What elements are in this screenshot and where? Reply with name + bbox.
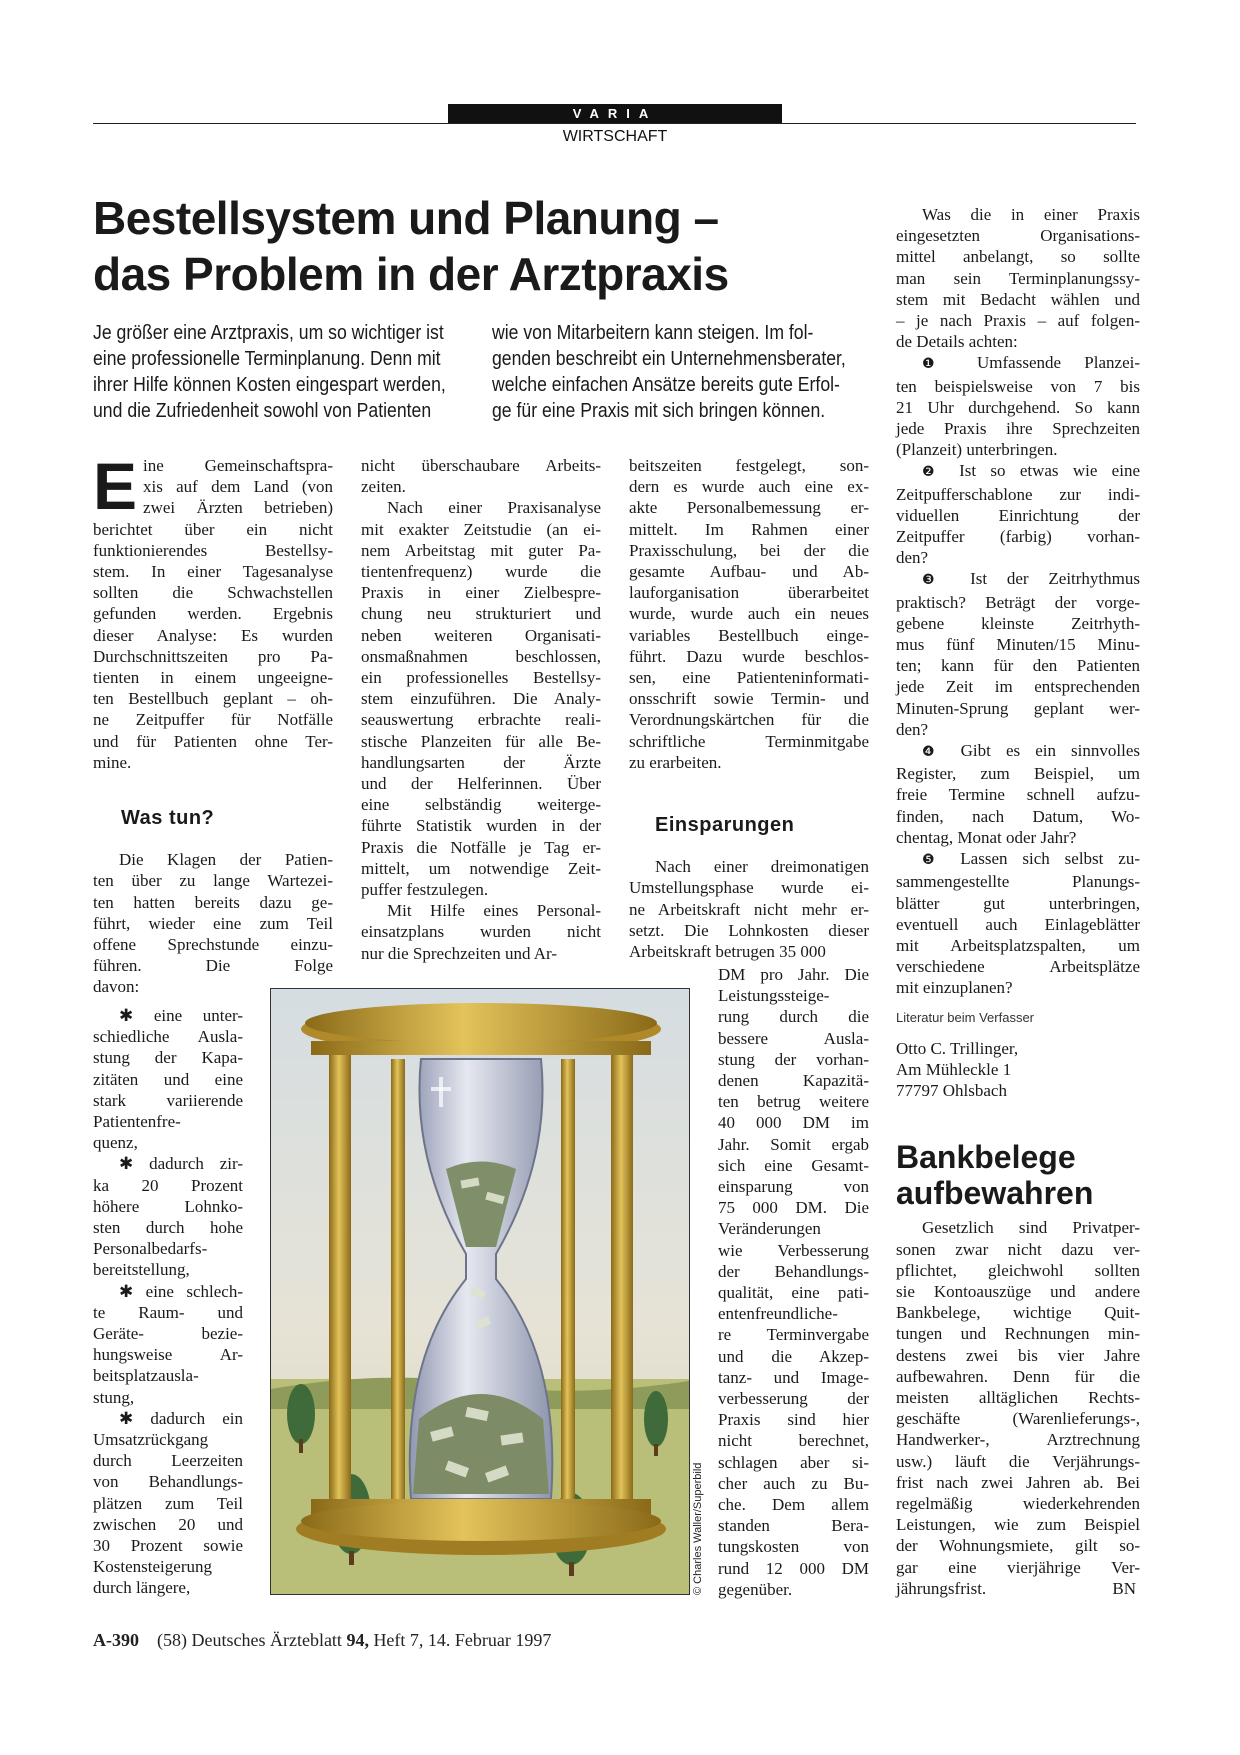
text-line: höhere Lohnko- [93,1196,243,1216]
text-line: che. Dem allem [718,1495,869,1515]
footer-journal: (58) Deutsches Ärzteblatt [157,1630,342,1650]
checklist-item-1 [896,352,1140,460]
text-line: offene Sprechstunde einzu- [93,935,333,955]
para-col3-2 [629,856,869,962]
bullet-1 [93,1005,243,1153]
column-1-lower [93,808,333,998]
text-line: von Behandlungs- [93,1472,243,1492]
text-line: ✱ eine schlech- [119,1281,244,1301]
text-line: chentag, Monat oder Jahr? [896,827,1077,847]
text-line: praktisch? Beträgt der vorge- [896,592,1140,612]
text-line: rund 12 000 DM [718,1558,869,1578]
text-line: ten über zu lange Wartezei- [93,871,333,891]
text-line: stark variierende [93,1090,243,1110]
text-line: den? [896,548,929,568]
text-line: mit Arbeitsplatzspalten, um [896,935,1140,955]
text-line: stem. In einer Tagesanalyse [93,562,333,582]
text-line: verbesserung der [718,1389,869,1409]
text-line: Mit Hilfe eines Personal- [387,901,601,921]
text-line: durch Leerzeiten [93,1451,243,1471]
text-line: Gesetzlich sind Privatper- [922,1218,1140,1238]
text-line: tungskosten von [718,1537,869,1557]
text-line: Patientenfre- [93,1112,181,1132]
text-line: Arbeitskraft betrugen 35 000 [629,942,826,962]
text-line: 40 000 DM im [718,1113,869,1133]
text-line: mit einzuplanen? [896,978,1013,998]
text-line: ein professionelles Bestellsy- [361,668,601,688]
text-line: setzt. Die Lohnkosten dieser [629,920,869,940]
text-line: qualität, eine pati- [718,1283,869,1303]
text-line: schlagen aber si- [718,1452,869,1472]
text-line: einsatzplans wurden nicht [361,922,601,942]
text-line: viduellen Einrichtung der [896,505,1140,525]
text-line: onsmaßnahmen beschlossen, [361,646,601,666]
text-line: Die Klagen der Patien- [119,850,333,870]
text-line: standen Bera- [718,1516,869,1536]
para-col4-intro [896,204,1140,352]
text-line: einsparung von [718,1177,869,1197]
headline-line-2: das Problem in der Arztpraxis [93,248,729,300]
text-line: Am Mühleckle 1 [896,1059,1012,1079]
text-line: führte Statistik wurden in der [361,816,601,836]
headline [93,190,853,302]
text-line: lauforganisation überarbeitet [629,583,869,603]
text-line: usw.) läuft die Verjährungs- [896,1451,1140,1471]
image-credit: © Charles Waller/Superbild [692,1462,704,1595]
text-line: hungsweise Ar- [93,1345,243,1365]
column-2 [361,455,601,964]
side-signature: BN [1112,1578,1136,1598]
bullet-list [93,1005,243,1599]
header-rule [93,123,1136,124]
text-line: meisten alltäglichen Rechts- [896,1387,1140,1407]
text-line: sten durch hohe [93,1218,243,1238]
bullet-4 [93,1408,243,1599]
text-line: wie Verbesserung [718,1240,869,1260]
text-line: mittelt. Im Rahmen einer [629,519,869,539]
text-line: man sein Terminplanungssy- [896,268,1140,288]
checklist [896,352,1140,998]
text-line: Durchschnittszeiten pro Pa- [93,646,333,666]
para-col2-3 [361,900,601,964]
text-line: ine Gemeinschaftspra- [143,456,333,475]
para-col3-1 [629,455,869,773]
subhead-einsparungen: Einsparungen [655,814,795,837]
headline-line-1: Bestellsystem und Planung – [93,192,719,244]
text-line: sie Kontoauszüge und andere [896,1281,1140,1301]
footer-page-number: A-390 [93,1630,139,1650]
text-line: eingesetzten Organisations- [896,226,1140,246]
subsection-label: WIRTSCHAFT [562,128,668,145]
text-line: mittelt, um notwendige Zeit- [361,858,601,878]
side-headline-line-1: Bankbelege [896,1139,1076,1176]
text-line: 21 Uhr durchgehend. So kann [896,397,1140,417]
text-line: variables Bestellbuch einge- [629,625,869,645]
text-line: DM pro Jahr. Die [718,965,869,984]
hourglass-image [271,989,689,1594]
text-line: ❸ Ist der Zeitrhythmus [922,569,1140,589]
text-line: durch längere, [93,1578,191,1598]
lead-line: ihrer Hilfe können Kosten eingespart werden, [93,373,446,396]
text-line: Verordnungskärtchen für die [629,710,869,730]
text-line: nicht berechnet, [718,1431,869,1451]
text-line: ❶ Umfassende Planzei- [922,353,1140,373]
text-line: Nach einer dreimonatigen [655,857,869,877]
text-line: Otto C. Trillinger, [896,1038,1019,1058]
text-line: cher auch zu Bu- [718,1473,869,1493]
text-line: Praxis sind hier [718,1410,869,1430]
bullet-3 [93,1281,243,1408]
text-line: jährungsfrist. [896,1578,987,1598]
lead-line: welche einfachen Ansätze bereits gute Erfol- [492,373,840,396]
text-line: dern es wurde auch eine ex- [629,477,869,497]
text-line: tientenfrequenz) wurde die [361,562,601,582]
text-line: aufbewahren. Denn für die [896,1366,1140,1386]
text-line: finden, nach Datum, Wo- [896,806,1140,826]
column-1 [93,449,333,773]
text-line: ten hatten bereits dazu ge- [93,892,333,912]
column-3 [629,455,869,962]
text-line: ka 20 Prozent [93,1175,243,1195]
text-line: und der Helferinnen. Über [361,774,601,794]
column-4 [896,204,1140,1599]
checklist-item-4 [896,740,1140,848]
checklist-item-2 [896,460,1140,568]
bullet-asterisk-icon: ✱ [119,1281,146,1301]
text-line: zwischen 20 und [93,1514,243,1534]
text-line: chung neu strukturiert und [361,604,601,624]
hourglass-illustration [270,988,690,1595]
number-circle-icon: ❹ [922,744,961,761]
text-line: Zeitpuffer (farbig) vorhan- [896,527,1140,547]
text-line: gegenüber. [718,1579,793,1599]
text-line: Veränderungen [718,1219,821,1239]
text-line: führen. Die Folge [93,956,333,976]
text-line: Minuten-Sprung geplant wer- [896,698,1140,718]
text-line: gebene kleinste Zeitrhyth- [896,613,1140,633]
side-headline-line-2: aufbewahren [896,1175,1094,1212]
lead-line: genden beschreibt ein Unternehmensberater, [492,347,846,370]
text-line: nur die Sprechzeiten und Ar- [361,943,558,963]
text-line: wurde, wurde auch ein neues [629,604,869,624]
text-line: – je nach Praxis – auf folgen- [896,311,1140,331]
text-line: der Behandlungs- [718,1261,869,1281]
text-line: Kostensteigerung [93,1557,212,1577]
text-line: beitszeiten festgelegt, son- [629,456,869,475]
text-line: handlungsarten der Ärzte [361,752,601,772]
text-line: regelmäßig wiederkehrenden [896,1493,1140,1513]
text-line: mine. [93,752,132,772]
para-klagen [93,849,333,997]
text-line: Leistungssteige- [718,986,830,1006]
author-address [896,1038,1140,1102]
text-line: Handwerker-, Arztrechnung [896,1430,1140,1450]
text-line: bessere Ausla- [718,1028,869,1048]
literature-note: Literatur beim Verfasser [896,1009,1035,1025]
checklist-item-3 [896,568,1140,740]
text-line: ten; kann für den Patienten [896,656,1140,676]
para-col2-1 [361,455,601,497]
text-line: Personalbedarfs- [93,1239,208,1259]
para-col2-2 [361,497,601,900]
text-line: 77797 Ohlsbach [896,1081,1007,1101]
text-line: stung der vorhan- [718,1049,869,1069]
text-line: seauswertung erbrachte reali- [361,710,601,730]
lead-left [93,320,473,424]
text-line: pflichtet, gleichwohl sollten [896,1260,1140,1280]
text-line: nem Arbeitstag mit guter Pa- [361,540,601,560]
text-line: ten betrug weitere [718,1092,869,1112]
text-line: Leistungen, wie zum Beispiel [896,1515,1140,1535]
text-line: stem mit Bedacht wählen und [896,289,1140,309]
number-circle-icon: ❷ [922,464,960,481]
text-line: re Terminvergabe [718,1325,869,1345]
text-line: sen, eine Patienteninformati- [629,668,869,688]
text-line: jede Zeit im entsprechenden [896,677,1140,697]
text-line: 30 Prozent sowie [93,1536,243,1556]
text-line: jede Praxis ihre Sprechzeiten [896,419,1140,439]
text-line: den? [896,719,929,739]
text-line: xis auf dem Land (von [143,477,333,497]
text-line: zitäten und eine [93,1069,243,1089]
text-line: destens zwei bis vier Jahre [896,1345,1140,1365]
text-line: rung durch die [718,1007,869,1027]
text-line: stung, [93,1387,135,1407]
text-line: ✱ dadurch zir- [119,1154,243,1174]
text-line: dieser Analyse: Es wurden [93,625,333,645]
text-line: mus fünf Minuten/15 Minu- [896,635,1140,655]
text-line: berichtet über ein nicht [93,519,333,539]
text-line: Umsatzrückgang [93,1430,209,1450]
text-line: tanz- und Image- [718,1367,869,1387]
text-line: gefunden werden. Ergebnis [93,604,333,624]
bullet-asterisk-icon: ✱ [119,1006,154,1025]
text-line: Geräte- bezie- [93,1324,243,1344]
text-line: und die Akzep- [718,1346,869,1366]
footer-issue: Heft 7, 14. Februar 1997 [373,1630,552,1650]
text-line: Was die in einer Praxis [922,205,1140,224]
subhead-was-tun: Was tun? [121,807,215,829]
footer [93,1630,551,1651]
bullet-2 [93,1153,243,1280]
text-line: ✱ eine unter- [119,1006,243,1025]
text-line: führt, wieder eine zum Teil [93,913,333,933]
text-line: gesamte Aufbau- und Ab- [629,562,869,582]
text-line: ❷ Ist so etwas wie eine [922,461,1140,481]
text-line: blätter gut unterbringen, [896,893,1140,913]
text-line: gar eine vierjährige Ver- [896,1557,1140,1577]
text-line: ne Zeitpuffer für Notfälle [93,710,333,730]
text-line: der Wohnungsmiete, gilt so- [896,1536,1140,1556]
text-line: stung der Kapa- [93,1048,243,1068]
text-line: beitsplatzausla- [93,1366,199,1386]
lead-line: und die Zufriedenheit sowohl von Patienten [93,399,432,422]
text-line: Nach einer Praxisanalyse [387,498,601,518]
text-line: zeiten. [361,477,406,497]
bullet-asterisk-icon: ✱ [119,1154,150,1174]
text-line: akte Personalbemessung er- [629,498,869,518]
text-line: freie Termine schnell aufzu- [896,785,1140,805]
text-line: schiedliche Ausla- [93,1027,243,1047]
text-line: plätzen zum Teil [93,1493,243,1513]
text-line: Register, zum Beispiel, um [896,764,1140,784]
text-line: tienten in einem ungeeigne- [93,668,333,688]
text-line: de Details achten: [896,332,1018,352]
number-circle-icon: ❸ [922,572,971,589]
text-line: nicht überschaubare Arbeits- [361,456,601,475]
text-line: entenfreundliche- [718,1304,838,1324]
text-line: Praxisschulung, bei der die [629,540,869,560]
text-line: führt. Dazu wurde beschlos- [629,646,869,666]
text-line: ❹ Gibt es ein sinnvolles [922,741,1140,761]
lead-line: eine professionelle Terminplanung. Denn mit [93,347,441,370]
column-3-narrow [718,964,869,1600]
text-line: Praxis in einer Zielbespre- [361,583,601,603]
text-line: schriftliche Terminmitgabe [629,731,869,751]
text-line: Bankbelege, wichtige Quit- [896,1303,1140,1323]
side-article-text [896,1217,1140,1599]
text-line: neben weiteren Organisati- [361,625,601,645]
text-line: ❺ Lassen sich selbst zu- [922,849,1140,869]
text-line: tungen und Rechnungen min- [896,1324,1140,1344]
text-line: davon: [93,977,140,997]
text-line: 75 000 DM. Die [718,1198,869,1218]
text-line: verschiedene Arbeitsplätze [896,957,1140,977]
text-line: quenz, [93,1133,138,1153]
text-line: ne Arbeitskraft nicht mehr er- [629,899,869,919]
lead-line: Je größer eine Arztpraxis, um so wichtiger ist [93,321,444,344]
checklist-item-5 [896,848,1140,998]
text-line: sammengestellte Planungs- [896,872,1140,892]
para-col3-3 [718,964,869,1600]
text-line: ten beispielsweise von 7 bis [896,376,1140,396]
section-label: VARIA [448,104,782,123]
text-line: eine selbständig weiterge- [361,795,601,815]
text-line: puffer festzulegen. [361,880,489,900]
number-circle-icon: ❶ [922,356,978,373]
text-line: zu erarbeiten. [629,752,722,772]
text-line: zwei Ärzten betrieben) [143,498,333,518]
text-line: sich eine Gesamt- [718,1155,869,1175]
text-line: Umstellungsphase wurde ei- [629,878,869,898]
text-line: und für Patienten ohne Ter- [93,731,333,751]
dropcap: E [93,449,138,523]
number-circle-icon: ❺ [922,852,961,869]
bullet-asterisk-icon: ✱ [119,1408,151,1428]
lead-line: ge für eine Praxis mit sich bringen können. [492,399,826,422]
text-line: onsschrift sowie Termin- und [629,689,869,709]
text-line: funktionierendes Bestellsy- [93,540,333,560]
text-line: frist nach zwei Jahren ab. Bei [896,1472,1140,1492]
text-line: (Planzeit) unterbringen. [896,440,1058,460]
text-line: mittel anbelangt, so sollte [896,247,1140,267]
footer-volume: 94, [346,1630,369,1650]
text-line: Zeitpufferschablone zur indi- [896,484,1140,504]
lead-right [492,320,877,424]
text-line: denen Kapazitä- [718,1071,869,1091]
text-line: mit exakter Zeitstudie (an ei- [361,519,601,539]
text-line: sonen zwar nicht dazu ver- [896,1239,1140,1259]
text-line: Praxis die Notfälle je Tag er- [361,837,601,857]
side-headline [896,1139,1140,1211]
text-line: bereitstellung, [93,1260,190,1280]
text-line: te Raum- und [93,1302,243,1322]
lead-line: wie von Mitarbeitern kann steigen. Im fol- [492,321,814,344]
text-line: ✱ dadurch ein [119,1408,243,1428]
text-line: ten Bestellbuch geplant – oh- [93,689,333,709]
text-line: stem einzuführen. Die Analy- [361,689,601,709]
text-line: sollten die Schwachstellen [93,583,333,603]
text-line: Jahr. Somit ergab [718,1134,869,1154]
text-line: eventuell auch Einlageblätter [896,914,1140,934]
text-line: geschäfte (Warenlieferungs-, [896,1409,1140,1429]
text-line: stische Planzeiten für alle Be- [361,731,601,751]
